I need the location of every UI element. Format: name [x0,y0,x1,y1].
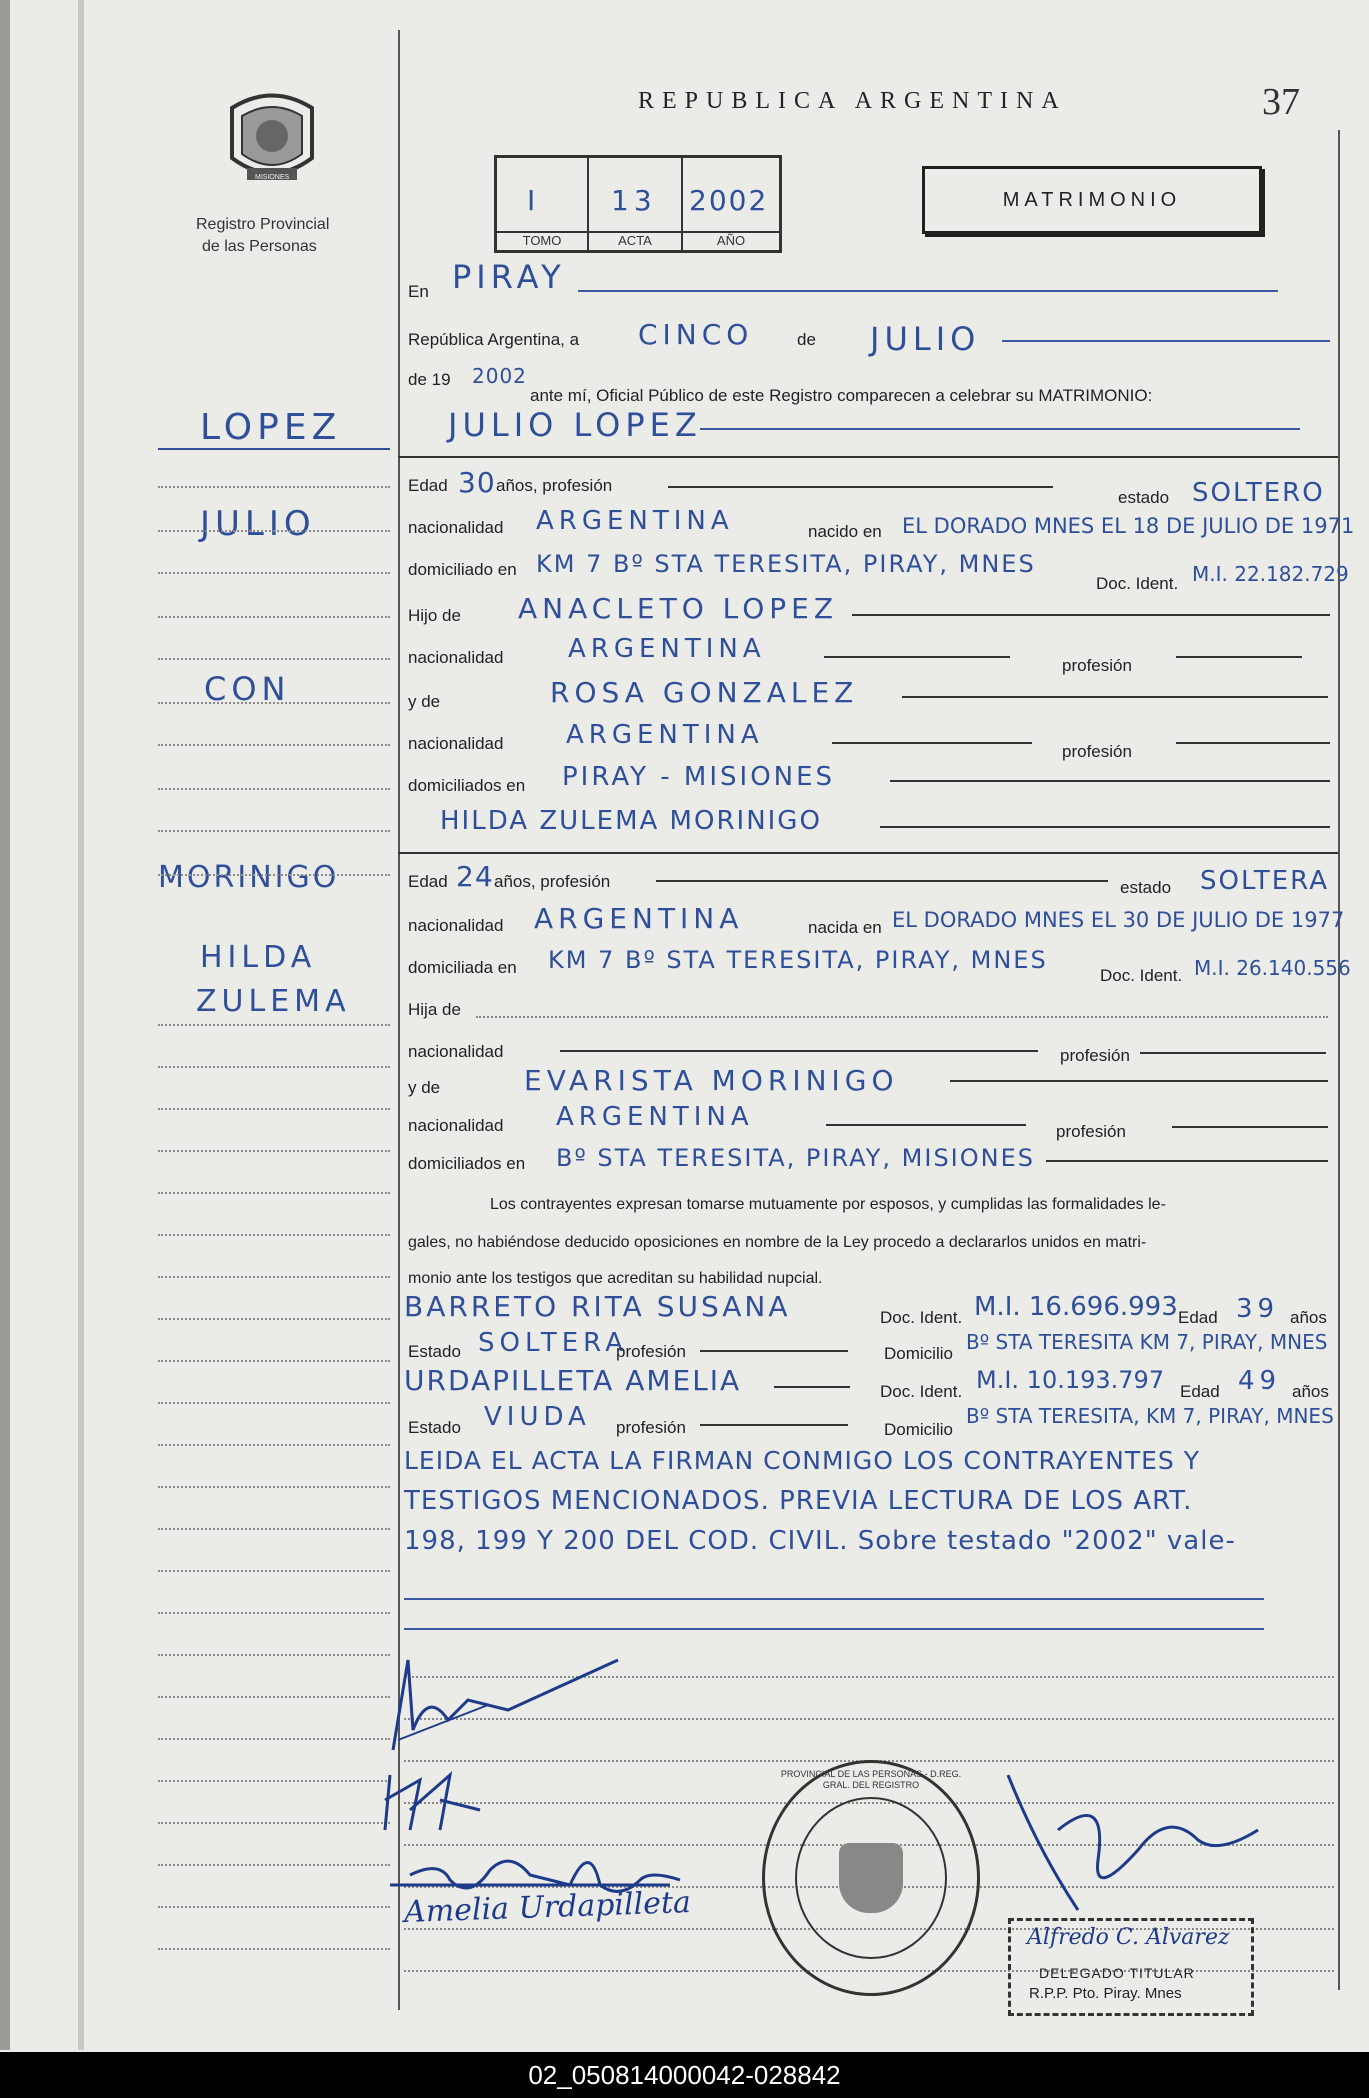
record-number-box [494,155,782,253]
bride-estado-label: estado [1120,878,1172,897]
official-title: DELEGADO TITULAR [1039,1965,1195,1981]
bride-doc: M.I. 26.140.556 [1194,956,1351,980]
bride-nationality: ARGENTINA [534,902,744,935]
place-value: PIRAY [452,258,566,296]
groom-father-nat-line [824,656,1010,658]
de-label: de [797,330,816,349]
bride-father-profesion-label: profesión [1060,1046,1130,1065]
closing-line-2: TESTIGOS MENCIONADOS. PREVIA LECTURA DE LOS ART. [404,1486,1193,1516]
bride-parents-fill-line [1046,1160,1328,1162]
tomo-cell [497,158,589,250]
groom-domiciliado-label: domiciliado en [408,560,517,579]
left-line [158,1528,390,1530]
bride-mother-label: y de [408,1078,441,1097]
tomo-value: I [527,184,541,217]
left-line [158,1234,390,1236]
groom-mother-profesion-label: profesión [1062,742,1132,761]
groom-mother-nat-label: nacionalidad [408,734,504,753]
witness1-edad-label: Edad [1178,1308,1218,1327]
bride-mother-nat-label: nacionalidad [408,1116,504,1135]
left-line [158,1696,390,1698]
official-name: Alfredo C. Alvarez [1027,1925,1230,1950]
groom-edad-label: Edad [408,476,448,495]
official-name-stamp [1008,1918,1254,2016]
margin-firstname: JULIO [200,504,316,544]
groom-nationality: ARGENTINA [536,506,734,536]
acta-cell [589,158,683,250]
left-line [158,572,390,574]
bride-parents-domicilio-label: domiciliados en [408,1154,526,1173]
bride-birth: EL DORADO MNES EL 30 DE JULIO DE 1977 [892,908,1345,932]
left-line [158,1108,390,1110]
groom-father-nat: ARGENTINA [568,634,766,664]
official-stamp [762,1760,980,1996]
witness2-profesion-line [700,1424,848,1426]
bride-separator [398,852,1338,854]
year-prefix-label: de 19 [408,370,451,389]
left-line [158,1444,390,1446]
bride-address: KM 7 Bº STA TERESITA, PIRAY, MNES [548,946,1048,974]
witness2-doc-label: Doc. Ident. [880,1382,963,1401]
bride-domiciliada-label: domiciliada en [408,958,517,977]
groom-age: 30 [458,466,496,499]
bride-father-label: Hija de [408,1000,461,1019]
anio-cell [683,158,779,250]
left-line [158,1612,390,1614]
left-line [158,1360,390,1362]
bride-doc-label: Doc. Ident. [1100,966,1183,985]
bride-nacida-label: nacida en [808,918,882,937]
left-line [158,744,390,746]
left-line [158,486,390,488]
bride-estado: SOLTERA [1200,866,1329,896]
left-line [158,658,390,660]
groom-father: ANACLETO LOPEZ [518,592,839,625]
right-column-rule [1338,130,1340,1990]
bride-anios-profesion-label: años, profesión [494,872,611,891]
acta-value: 13 [611,184,657,217]
left-line [158,1276,390,1278]
witness2-name-line [774,1386,850,1388]
witness1-estado: SOLTERA [478,1328,628,1358]
margin-underline [158,448,390,450]
closing-line-1: LEIDA EL ACTA LA FIRMAN CONMIGO LOS CONTRAYENTES Y [404,1446,1200,1475]
margin-bride-middlename: ZULEMA [196,984,351,1019]
groom-mother-nat-line [832,742,1032,744]
left-line [158,1318,390,1320]
left-line [158,1570,390,1572]
margin-bride-surname: MORINIGO [158,860,340,895]
witness1-profesion-line [700,1350,848,1352]
left-line [158,788,390,790]
groom-address: KM 7 Bº STA TERESITA, PIRAY, MNES [536,550,1036,578]
bride-nacionalidad-label: nacionalidad [408,916,504,935]
groom-parents-fill-line [890,780,1330,782]
witness2-domicilio: Bº STA TERESITA, KM 7, PIRAY, MNES [966,1404,1334,1428]
republica-label: República Argentina, a [408,330,580,349]
anio-label: AÑO [683,231,779,248]
month-value: JULIO [870,320,981,358]
groom-father-profesion-line [1176,656,1302,658]
acta-label: ACTA [589,231,681,248]
groom-father-fill-line [852,614,1330,616]
bride-parents-address: Bº STA TERESITA, PIRAY, MISIONES [556,1144,1035,1172]
groom-name-fill-line [700,428,1300,430]
page-fold-shadow [0,0,10,2050]
registry-name-line2: de las Personas [202,238,317,255]
witness2-domicilio-label: Domicilio [884,1420,953,1439]
witness1-domicilio: Bº STA TERESITA KM 7, PIRAY, MNES [966,1330,1328,1354]
groom-mother-profesion-line [1176,742,1330,744]
witness2-name: URDAPILLETA AMELIA [404,1364,742,1397]
left-line [158,1780,390,1782]
bride-age: 24 [456,860,494,893]
groom-estado-label: estado [1118,488,1170,507]
month-fill-line [1002,340,1330,342]
en-label: En [408,282,429,301]
year-value: 2002 [472,364,527,388]
bride-mother-profesion-label: profesión [1056,1122,1126,1141]
groom-doc: M.I. 22.182.729 [1192,562,1349,586]
left-line [158,1486,390,1488]
witness1-anios-label: años [1290,1308,1327,1327]
bride-profesion-line [656,880,1108,882]
bride-mother-nat-line [826,1124,1026,1126]
witness1-doc-label: Doc. Ident. [880,1308,963,1327]
groom-mother-label: y de [408,692,441,711]
margin-surname: LOPEZ [200,407,342,448]
witness1-doc: M.I. 16.696.993 [974,1292,1178,1322]
stamp-ring-text: PROVINCIAL DE LAS PERSONAS - D.REG. GRAL. DEL REGISTRO [780,1769,962,1790]
witness1-estado-label: Estado [408,1342,461,1361]
stamp-emblem-icon [839,1843,903,1913]
witness2-edad-label: Edad [1180,1382,1220,1401]
day-value: CINCO [638,318,754,351]
seal-caption: MISIONES [255,174,290,181]
left-line [158,1864,390,1866]
record-type-box [922,166,1262,234]
witness2-estado-label: Estado [408,1418,461,1437]
bride-mother-fill-line [950,1080,1328,1082]
left-line [158,1822,390,1824]
tomo-label: TOMO [497,231,587,248]
witness1-profesion-label: profesión [616,1342,686,1361]
bride-edad-label: Edad [408,872,448,891]
declaration-line-3: monio ante los testigos que acreditan su habilidad nupcial. [408,1270,823,1287]
witness2-doc: M.I. 10.193.797 [976,1366,1165,1394]
left-line [158,1738,390,1740]
left-line [158,1150,390,1152]
left-line [158,1024,390,1026]
page-number: 37 [1262,81,1300,123]
official-office: R.P.P. Pto. Piray. Mnes [1029,1985,1182,2002]
groom-parents-address: PIRAY - MISIONES [562,762,836,792]
bride-mother-nat: ARGENTINA [556,1102,754,1132]
closing-line-3: 198, 199 Y 200 DEL COD. CIVIL. Sobre testado "2002" vale- [404,1526,1236,1556]
left-line [158,1906,390,1908]
official-signature [998,1770,1268,1930]
left-line [158,830,390,832]
groom-father-profesion-label: profesión [1062,656,1132,675]
left-line [158,530,390,532]
groom-anios-profesion-label: años, profesión [496,476,613,495]
witness1-age: 39 [1236,1294,1280,1324]
witness1-name: BARRETO RITA SUSANA [404,1290,791,1323]
groom-birth: EL DORADO MNES EL 18 DE JULIO DE 1971 [902,514,1355,538]
left-line [158,1066,390,1068]
bride-mother-profesion-line [1172,1126,1328,1128]
groom-profesion-line [668,486,1053,488]
groom-estado: SOLTERO [1192,478,1325,508]
country-title: REPUBLICA ARGENTINA [638,88,1067,114]
groom-nacido-label: nacido en [808,522,882,541]
bride-name-fill-line [880,826,1330,828]
bride-father-nat-label: nacionalidad [408,1042,504,1061]
bride-father-line [476,1016,1328,1018]
ante-text: ante mí, Oficial Público de este Registro comparecen a celebrar su MATRIMONIO: [530,386,1153,405]
anio-value: 2002 [689,184,769,217]
groom-nacionalidad-label: nacionalidad [408,518,504,537]
groom-mother-fill-line [902,696,1328,698]
witness2-estado: VIUDA [484,1402,591,1432]
witness2-signature: Amelia Urdapilleta [403,1885,692,1930]
margin-con: CON [204,670,291,708]
record-type-label: MATRIMONIO [1002,188,1182,211]
registry-name-line1: Registro Provincial [196,216,330,233]
closing-fill-line [404,1628,1264,1630]
left-line [158,1654,390,1656]
groom-doc-label: Doc. Ident. [1096,574,1179,593]
declaration-line-1: Los contrayentes expresan tomarse mutuamente por esposos, y cumplidas las formalidades le- [490,1196,1166,1213]
groom-signature [388,1650,628,1760]
left-line [158,1948,390,1950]
closing-fill-line [404,1598,1264,1600]
groom-father-label: Hijo de [408,606,461,625]
witness2-age: 49 [1238,1366,1282,1396]
footer-bar [0,2052,1369,2098]
left-line [158,702,390,704]
witness1-domicilio-label: Domicilio [884,1344,953,1363]
place-fill-line [578,290,1278,292]
bride-father-nat-line [560,1050,1038,1052]
left-line [158,874,390,876]
groom-parents-domicilio-label: domiciliados en [408,776,526,795]
footer-id: 02_050814000042-028842 [528,2059,841,2090]
groom-name: JULIO LOPEZ [448,406,702,444]
declaration-line-2: gales, no habiéndose deducido oposiciones en nombre de la Ley procedo a declararlos unidos en matri- [408,1234,1147,1251]
groom-father-nat-label: nacionalidad [408,648,504,667]
margin-bride-firstname: HILDA [200,940,317,975]
left-line [158,1402,390,1404]
witness2-profesion-label: profesión [616,1418,686,1437]
left-line [158,616,390,618]
bride-name: HILDA ZULEMA MORINIGO [440,806,822,836]
left-line [158,1192,390,1194]
groom-separator [398,456,1338,458]
groom-mother-nat: ARGENTINA [566,720,764,750]
groom-mother: ROSA GONZALEZ [550,676,859,709]
bride-father-profesion-line [1140,1052,1326,1054]
page-gutter [78,0,84,2050]
witness2-anios-label: años [1292,1382,1329,1401]
bride-mother: EVARISTA MORINIGO [524,1064,899,1097]
